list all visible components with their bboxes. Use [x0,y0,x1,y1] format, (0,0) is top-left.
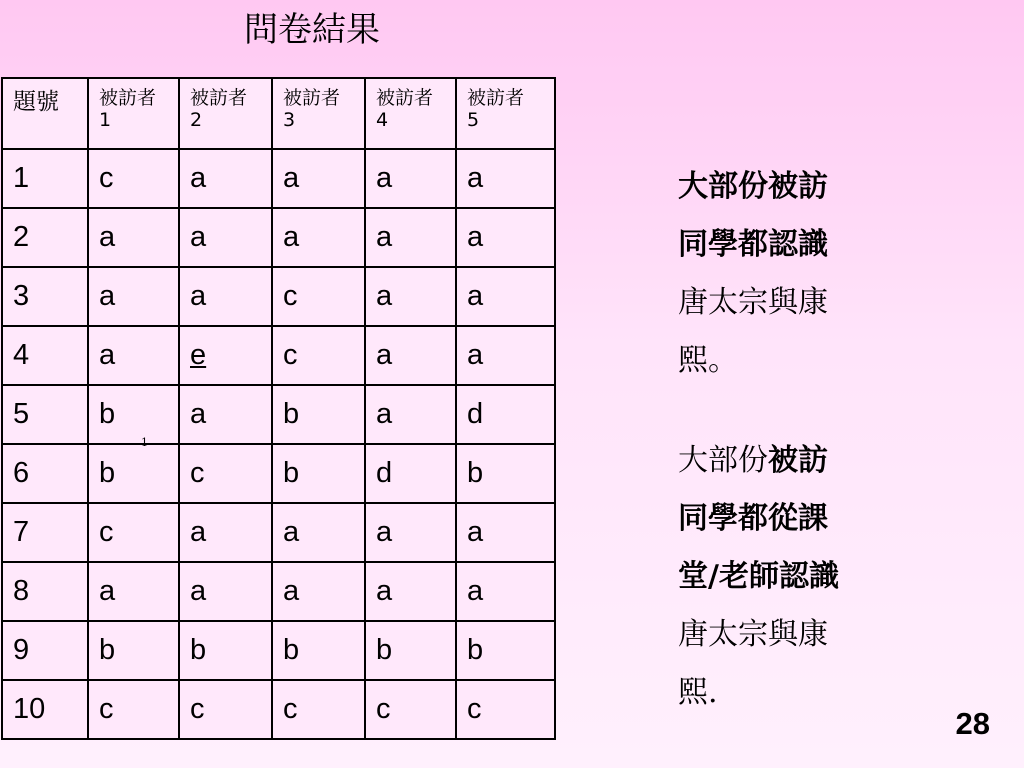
answer-cell: a [179,503,272,562]
answer-cell: a [88,267,179,326]
commentary-line: 同學都從課 [678,501,828,536]
footnote-mark: 1 [141,436,148,449]
answer-cell-underlined [179,326,272,385]
answer-cell: a [88,326,179,385]
answer-cell: a [365,562,456,621]
answer-cell: a [179,267,272,326]
table-row [2,503,555,562]
header-respondent-3 [272,78,365,149]
question-number-cell: 5 [2,385,88,444]
answer-cell: a [272,208,365,267]
header-respondent-4 [365,78,456,149]
answer-cell: a [272,503,365,562]
table-row [2,562,555,621]
answer-cell: a [179,562,272,621]
question-number-cell: 1 [2,149,88,208]
table-row [2,444,555,503]
header-label: 被訪者 [190,87,248,109]
answer-cell: a [365,326,456,385]
question-number-cell: 8 [2,562,88,621]
table-row [2,267,555,326]
answer-cell: c [456,680,555,739]
answer-cell: d [456,385,555,444]
header-respondent-2 [179,78,272,149]
header-respondent-1 [88,78,179,149]
commentary-line: 熙. [678,675,718,710]
answer-cell: b [272,621,365,680]
commentary-line: 同學都認識 [678,227,828,262]
commentary-fragment: 大部份 [678,443,768,478]
answer-cell: c [88,680,179,739]
header-number: 2 [190,109,203,131]
question-number-cell: 4 [2,326,88,385]
commentary-line: 堂/老師認識 [678,559,839,594]
table-row [2,149,555,208]
answer-cell: c [179,444,272,503]
answer-cell: a [179,385,272,444]
commentary-line: 熙。 [678,343,738,378]
answer-cell: a [456,208,555,267]
answer-cell: c [272,326,365,385]
answer-cell: c [88,503,179,562]
answer-cell: a [365,267,456,326]
answer-cell: b [179,621,272,680]
answer-cell: a [272,562,365,621]
answer-cell: a [365,208,456,267]
answer-cell: a [272,149,365,208]
table-row [2,326,555,385]
commentary-fragment-bold: 被訪 [768,443,828,478]
answer-cell: b [365,621,456,680]
question-number-cell: 6 [2,444,88,503]
question-number-cell: 10 [2,680,88,739]
answer-cell: a [88,562,179,621]
answer-cell: b [88,444,179,503]
answer-cell: b [88,621,179,680]
answer-cell: b [88,385,179,444]
question-number-cell: 9 [2,621,88,680]
answer-cell: a [456,149,555,208]
answer-cell: c [179,680,272,739]
answer-cell: b [272,444,365,503]
header-label: 被訪者 [376,87,434,109]
table-row [2,680,555,739]
answer-cell: a [365,385,456,444]
answer-cell: b [456,621,555,680]
header-label: 被訪者 [467,87,525,109]
header-number: 1 [99,109,112,131]
header-label: 題號 [13,89,59,115]
answer-cell: c [272,267,365,326]
commentary-line: 大部份被訪 [678,169,828,204]
answer-cell: d [365,444,456,503]
page-number: 28 [955,706,990,741]
answer-cell: c [88,149,179,208]
answer-cell: a [456,326,555,385]
paragraph-gap [678,390,1018,432]
commentary-line: 唐太宗與康 [678,285,828,320]
answer-cell: a [88,208,179,267]
commentary-line [678,432,1018,490]
header-number: 3 [283,109,296,131]
survey-results-table [1,77,556,740]
answer-cell: a [179,149,272,208]
table-row [2,385,555,444]
header-number: 5 [467,109,480,131]
question-number-cell: 2 [2,208,88,267]
answer-cell: b [272,385,365,444]
answer-underlined: e [190,339,207,371]
slide-title: 問卷結果 [244,10,380,50]
table-row [2,621,555,680]
answer-cell: b [456,444,555,503]
header-label: 被訪者 [99,87,157,109]
answer-cell: c [365,680,456,739]
answer-cell: a [456,267,555,326]
side-commentary [678,158,1018,722]
answer-cell: a [456,503,555,562]
header-question-no [2,78,88,149]
header-respondent-5 [456,78,555,149]
answer-cell: a [456,562,555,621]
header-label: 被訪者 [283,87,341,109]
answer-cell: c [272,680,365,739]
answer-cell: a [365,149,456,208]
header-number: 4 [376,109,389,131]
table-row [2,208,555,267]
commentary-line: 唐太宗與康 [678,617,828,652]
answer-cell: a [179,208,272,267]
question-number-cell: 3 [2,267,88,326]
question-number-cell: 7 [2,503,88,562]
answer-cell: a [365,503,456,562]
table-header-row [2,78,555,149]
